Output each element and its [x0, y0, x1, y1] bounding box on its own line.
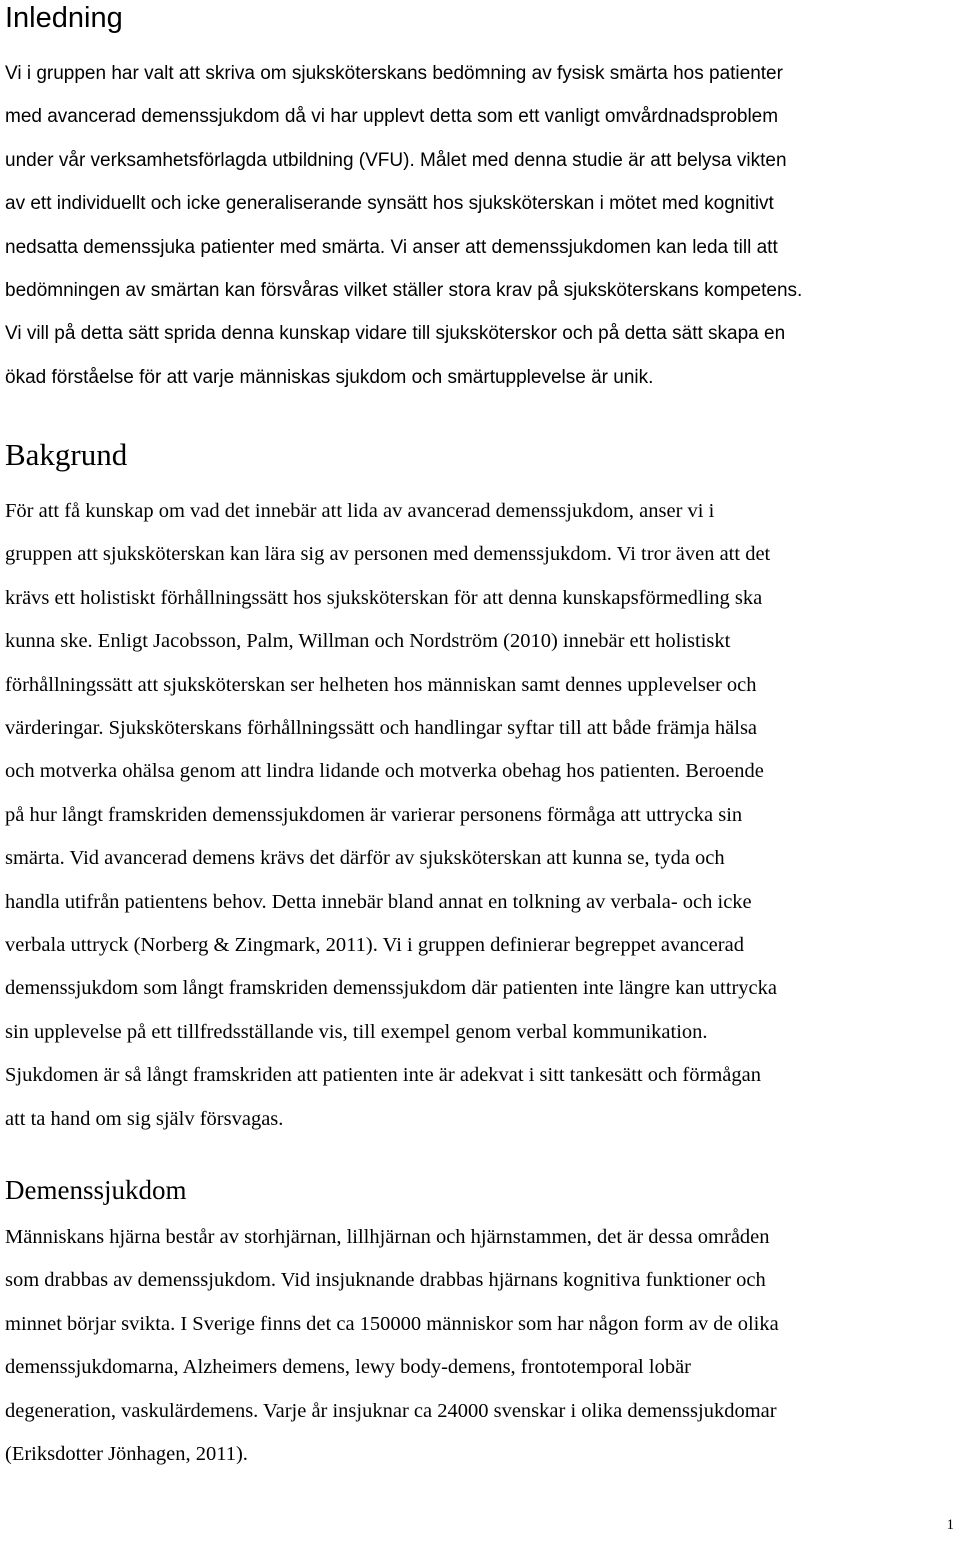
text-line: under vår verksamhetsförlagda utbildning (VFU). Målet med denna studie är att belysa vikten	[5, 149, 787, 171]
text-line: Sjukdomen är så långt framskriden att patienten inte är adekvat i sitt tankesätt och förmågan	[5, 1064, 761, 1087]
text-line: demenssjukdomarna, Alzheimers demens, lewy body-demens, frontotemporal lobär	[5, 1356, 691, 1379]
text-line: degeneration, vaskulärdemens. Varje år insjuknar ca 24000 svenskar i olika demenssjukdomar	[5, 1399, 777, 1422]
text-line: demenssjukdom som långt framskriden demenssjukdom där patienten inte längre kan uttrycka	[5, 977, 777, 1000]
text-line: sin upplevelse på ett tillfredsställande vis, till exempel genom verbal kommunikation.	[5, 1020, 708, 1043]
text-line: som drabbas av demenssjukdom. Vid insjuknande drabbas hjärnans kognitiva funktioner och	[5, 1269, 766, 1292]
paragraph-inledning	[5, 52, 960, 399]
text-line: förhållningssätt att sjuksköterskan ser helheten hos människan samt dennes upplevelser och	[5, 673, 757, 696]
text-line: nedsatta demenssjuka patienter med smärta. Vi anser att demenssjukdomen kan leda till att	[5, 236, 778, 258]
text-line: (Eriksdotter Jönhagen, 2011).	[5, 1443, 248, 1466]
text-line: Vi i gruppen har valt att skriva om sjuksköterskans bedömning av fysisk smärta hos patienter	[5, 63, 783, 84]
text-line: Människans hjärna består av storhjärnan, lillhjärnan och hjärnstammen, det är dessa områden	[5, 1226, 770, 1248]
text-line: ökad förståelse för att varje människas sjukdom och smärtupplevelse är unik.	[5, 366, 654, 388]
heading-demenssjukdom: Demenssjukdom	[5, 1175, 187, 1205]
text-line: För att få kunskap om vad det innebär att lida av avancerad demenssjukdom, anser vi i	[5, 500, 715, 522]
text-line: krävs ett holistiskt förhållningssätt hos sjuksköterskan för att denna kunskapsförmedling ska	[5, 586, 763, 609]
text-line: med avancerad demenssjukdom då vi har upplevt detta som ett vanligt omvårdnadsproblem	[5, 106, 779, 128]
text-line: värderingar. Sjuksköterskans förhållningssätt och handlingar syftar till att både främja hälsa	[5, 717, 758, 740]
paragraph-demenssjukdom	[5, 1216, 960, 1476]
text-line: kunna ske. Enligt Jacobsson, Palm, Willman och Nordström (2010) innebär ett holistiskt	[5, 630, 731, 653]
text-line: minnet börjar svikta. I Sverige finns det ca 150000 människor som har någon form av de olika	[5, 1312, 779, 1335]
text-line: av ett individuellt och icke generaliserande synsätt hos sjuksköterskan i mötet med kognitivt	[5, 193, 774, 215]
text-line: Vi vill på detta sätt sprida denna kunskap vidare till sjuksköterskor och på detta sätt skapa en	[5, 323, 786, 345]
page-number: 1	[946, 1517, 954, 1533]
heading-bakgrund: Bakgrund	[5, 437, 128, 472]
text-line: smärta. Vid avancerad demens krävs det därför av sjuksköterskan att kunna se, tyda och	[5, 847, 725, 870]
text-line: bedömningen av smärtan kan försvåras vilket ställer stora krav på sjuksköterskans kompetens.	[5, 280, 803, 302]
paragraph-bakgrund	[5, 490, 960, 1141]
text-line: verbala uttryck (Norberg & Zingmark, 2011). Vi i gruppen definierar begreppet avancerad	[5, 934, 744, 957]
text-line: gruppen att sjuksköterskan kan lära sig av personen med demenssjukdom. Vi tror även att det	[5, 543, 771, 566]
text-line: och motverka ohälsa genom att lindra lidande och motverka obehag hos patienten. Beroende	[5, 760, 764, 783]
text-line: på hur långt framskriden demenssjukdomen är varierar personens förmåga att uttrycka sin	[5, 803, 743, 826]
text-line: handla utifrån patientens behov. Detta innebär bland annat en tolkning av verbala- och icke	[5, 890, 752, 913]
text-line: att ta hand om sig själv försvagas.	[5, 1107, 284, 1130]
heading-inledning: Inledning	[5, 2, 123, 34]
